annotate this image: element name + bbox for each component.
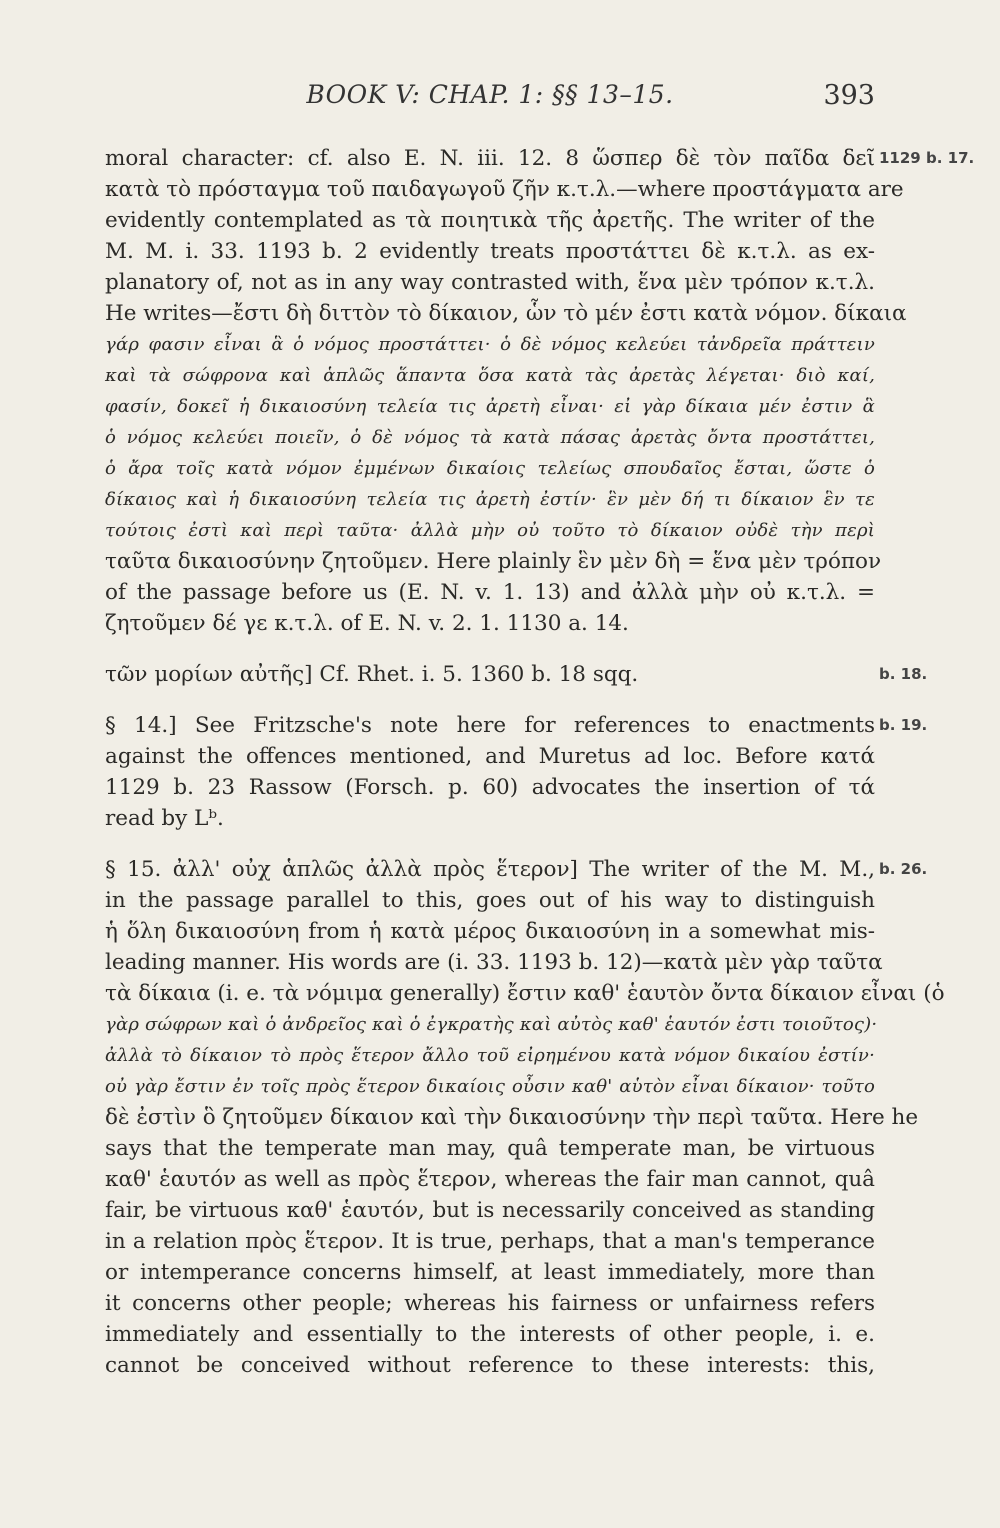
line-text: leading manner. His words are (i. 33. 1193 b. 12)—κατὰ μὲν γὰρ ταῦτα bbox=[105, 950, 883, 975]
margin-reference: b. 18. bbox=[879, 665, 928, 683]
line-text: ὁ νόμος κελεύει ποιεῖν, ὁ δὲ νόμος τὰ κατὰ πάσας ἀρετὰς ὄντα προστάττει, bbox=[105, 427, 875, 448]
page-header bbox=[105, 80, 875, 120]
text-line bbox=[105, 1102, 919, 1133]
page-number: 393 bbox=[823, 80, 875, 111]
line-text: ἀλλὰ τὸ δίκαιον τὸ πρὸς ἕτερον ἄλλο τοῦ εἰρημένου κατὰ νόμον δικαίου ἐστίν· bbox=[105, 1045, 875, 1066]
line-text: planatory of, not as in any way contrasted with, ἕνα μὲν τρόπον κ.τ.λ. bbox=[105, 270, 875, 295]
line-text: moral character: cf. also E. N. iii. 12. 8 ὥσπερ δὲ τὸν παῖδα δεῖ bbox=[105, 146, 875, 171]
text-line bbox=[105, 391, 875, 422]
line-text: δίκαιος καὶ ἡ δικαιοσύνη τελεία τις ἀρετὴ ἐστίν· ἓν μὲν δή τι δίκαιον ἓν τε bbox=[105, 489, 875, 510]
text-line bbox=[105, 772, 875, 803]
text-line bbox=[105, 916, 875, 947]
text-line bbox=[105, 1071, 875, 1102]
line-text: τὰ δίκαια (i. e. τὰ νόμιμα generally) ἔστιν καθ' ἑαυτὸν ὄντα δίκαιον εἶναι (ὁ bbox=[105, 981, 945, 1006]
text-line bbox=[105, 659, 928, 690]
line-text: says that the temperate man may, quâ temperate man, be virtuous bbox=[105, 1136, 875, 1161]
line-text: τούτοις ἐστὶ καὶ περὶ ταῦτα· ἀλλὰ μὴν οὐ τοῦτο τὸ δίκαιον οὐδὲ τὴν περὶ bbox=[105, 520, 875, 541]
line-text: τῶν μορίων αὐτῆς] Cf. Rhet. i. 5. 1360 b. 18 sqq. bbox=[105, 662, 639, 687]
text-line bbox=[105, 453, 875, 484]
line-text: immediately and essentially to the interests of other people, i. e. bbox=[105, 1322, 875, 1347]
paragraph-gap bbox=[105, 690, 875, 710]
text-line bbox=[105, 1133, 875, 1164]
line-text: οὐ γὰρ ἔστιν ἐν τοῖς πρὸς ἕτερον δικαίοις οὖσιν καθ' αὑτὸν εἶναι δίκαιον· τοῦτο bbox=[105, 1076, 875, 1097]
line-text: of the passage before us (E. N. v. 1. 13) and ἀλλὰ μὴν οὐ κ.τ.λ. = bbox=[105, 580, 875, 605]
line-text: καθ' ἑαυτόν as well as πρὸς ἕτερον, whereas the fair man cannot, quâ bbox=[105, 1167, 875, 1192]
line-text: it concerns other people; whereas his fairness or unfairness refers bbox=[105, 1291, 875, 1316]
line-text: ταῦτα δικαιοσύνην ζητοῦμεν. Here plainly ἓν μὲν δὴ = ἕνα μὲν τρόπον bbox=[105, 549, 882, 574]
text-line bbox=[105, 205, 875, 236]
text-line bbox=[105, 854, 928, 885]
text-line bbox=[105, 1350, 875, 1381]
line-text: M. M. i. 33. 1193 b. 2 evidently treats προστάττει δὲ κ.τ.λ. as ex- bbox=[105, 239, 875, 264]
line-text: or intemperance concerns himself, at least immediately, more than bbox=[105, 1260, 875, 1285]
text-line bbox=[105, 484, 875, 515]
line-text: γὰρ σώφρων καὶ ὁ ἀνδρεῖος καὶ ὁ ἐγκρατὴς καὶ αὐτὸς καθ' ἑαυτόν ἐστι τοιοῦτος)· bbox=[105, 1014, 878, 1035]
line-text: γάρ φασιν εἶναι ἃ ὁ νόμος προστάττει· ὁ δὲ νόμος κελεύει τἀνδρεῖα πράττειν bbox=[105, 334, 875, 355]
text-line bbox=[105, 422, 875, 453]
line-text: ἡ ὅλη δικαιοσύνη from ἡ κατὰ μέρος δικαιοσύνη in a somewhat mis- bbox=[105, 919, 875, 944]
text-line bbox=[105, 577, 875, 608]
text-line bbox=[105, 1288, 875, 1319]
text-line bbox=[105, 1226, 875, 1257]
text-line bbox=[105, 978, 945, 1009]
line-text: φασίν, δοκεῖ ἡ δικαιοσύνη τελεία τις ἀρετὴ εἶναι· εἰ γὰρ δίκαια μέν ἐστιν ἃ bbox=[105, 396, 875, 417]
line-text: κατὰ τὸ πρόσταγμα τοῦ παιδαγωγοῦ ζῆν κ.τ.λ.—where προστάγματα are bbox=[105, 177, 904, 202]
text-line bbox=[105, 1164, 875, 1195]
text-line bbox=[105, 267, 875, 298]
text-line bbox=[105, 1040, 875, 1071]
paragraph bbox=[105, 710, 928, 834]
commentary-text bbox=[105, 143, 975, 1381]
text-line bbox=[105, 360, 875, 391]
text-line bbox=[105, 710, 928, 741]
text-line bbox=[105, 236, 875, 267]
line-text: καὶ τὰ σώφρονα καὶ ἁπλῶς ἅπαντα ὅσα κατὰ τὰς ἀρετὰς λέγεται· διὸ καί, bbox=[105, 365, 875, 386]
paragraph bbox=[105, 854, 945, 1381]
paragraph bbox=[105, 143, 975, 639]
text-line bbox=[105, 329, 875, 360]
text-line bbox=[105, 1195, 875, 1226]
text-line bbox=[105, 1319, 875, 1350]
text-line bbox=[105, 803, 875, 834]
paragraph bbox=[105, 659, 928, 690]
text-line bbox=[105, 1257, 875, 1288]
line-text: read by Lᵇ. bbox=[105, 806, 224, 831]
margin-reference: b. 26. bbox=[879, 860, 928, 878]
line-text: fair, be virtuous καθ' ἑαυτόν, but is necessarily conceived as standing bbox=[105, 1198, 875, 1223]
line-text: ὁ ἄρα τοῖς κατὰ νόμον ἐμμένων δικαίοις τελείως σπουδαῖος ἔσται, ὥστε ὁ bbox=[105, 458, 875, 479]
paragraph-gap bbox=[105, 639, 875, 659]
line-text: in a relation πρὸς ἕτερον. It is true, perhaps, that a man's temperance bbox=[105, 1229, 875, 1254]
paragraph-gap bbox=[105, 834, 875, 854]
line-text: 1129 b. 23 Rassow (Forsch. p. 60) advocates the insertion of τά bbox=[105, 775, 875, 800]
line-text: against the offences mentioned, and Muretus ad loc. Before κατά bbox=[105, 744, 875, 769]
line-text: § 14.] See Fritzsche's note here for references to enactments bbox=[105, 713, 875, 738]
line-text: in the passage parallel to this, goes out of his way to distinguish bbox=[105, 888, 875, 913]
text-line bbox=[105, 608, 875, 639]
text-line bbox=[105, 1009, 878, 1040]
line-text: He writes—ἔστι δὴ διττὸν τὸ δίκαιον, ὧν τὸ μέν ἐστι κατὰ νόμον. δίκαια bbox=[105, 301, 907, 326]
line-text: evidently contemplated as τὰ ποιητικὰ τῆς ἀρετῆς. The writer of the bbox=[105, 208, 875, 233]
text-line bbox=[105, 143, 975, 174]
line-text: ζητοῦμεν δέ γε κ.τ.λ. of E. N. v. 2. 1. 1130 a. 14. bbox=[105, 611, 629, 636]
text-line bbox=[105, 885, 875, 916]
text-line bbox=[105, 947, 883, 978]
line-text: cannot be conceived without reference to these interests: this, bbox=[105, 1353, 875, 1378]
text-line bbox=[105, 174, 904, 205]
margin-reference: 1129 b. 17. bbox=[879, 149, 975, 167]
text-line bbox=[105, 741, 875, 772]
line-text: δὲ ἐστὶν ὃ ζητοῦμεν δίκαιον καὶ τὴν δικαιοσύνην τὴν περὶ ταῦτα. Here he bbox=[105, 1105, 919, 1130]
text-line bbox=[105, 298, 907, 329]
text-line bbox=[105, 546, 882, 577]
margin-reference: b. 19. bbox=[879, 716, 928, 734]
text-line bbox=[105, 515, 875, 546]
running-title: BOOK V: CHAP. 1: §§ 13–15. bbox=[306, 80, 674, 109]
line-text: § 15. ἀλλ' οὐχ ἁπλῶς ἀλλὰ πρὸς ἕτερον] The writer of the M. M., bbox=[105, 857, 875, 882]
